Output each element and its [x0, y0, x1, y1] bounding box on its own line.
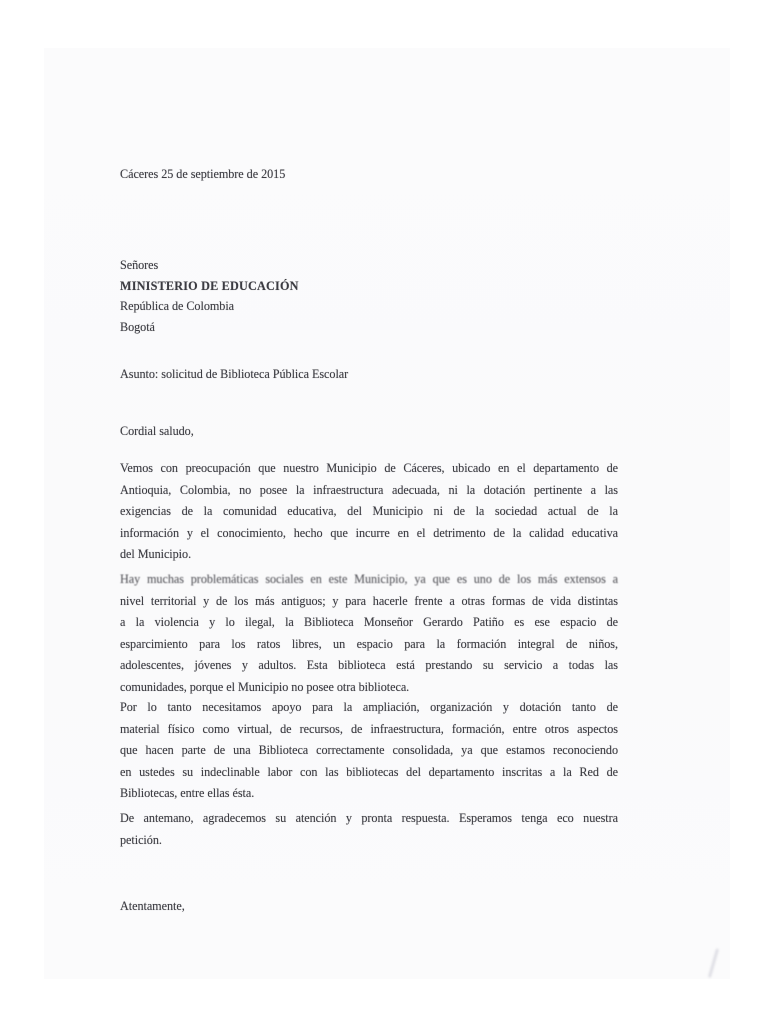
paragraph-line: Bibliotecas, entre ellas ésta. [120, 786, 255, 800]
paragraph-line: información y el conocimiento, hecho que incurre en el detrimento de la calidad educativa [120, 525, 618, 540]
closing-line: Atentamente, [120, 899, 185, 913]
paragraph-line: comunidades, porque el Municipio no posee otra biblioteca. [120, 679, 410, 694]
recipient-country: República de Colombia [120, 299, 235, 314]
body-paragraph-2 [120, 569, 618, 698]
paragraph-line: esparcimiento para los ratos libres, un espacio para la formación integral de niños, [120, 636, 618, 651]
greeting-line: Cordial saludo, [120, 424, 194, 438]
body-paragraph-1 [120, 458, 618, 566]
body-paragraph-4 [120, 808, 618, 851]
paragraph-line: exigencias de la comunidad educativa, del Municipio ni de la sociedad actual de la [120, 504, 618, 518]
paragraph-line: en ustedes su indeclinable labor con las bibliotecas del departamento inscritas a la Red de [120, 764, 618, 779]
paragraph-line: nivel territorial y de los más antiguos; y para hacerle frente a otras formas de vida distintas [120, 593, 618, 608]
paragraph-line: a la violencia y lo ilegal, la Biblioteca Monseñor Gerardo Patiño es ese espacio de [120, 615, 618, 629]
scanned-page [44, 48, 730, 979]
paragraph-line: adolescentes, jóvenes y adultos. Esta biblioteca está prestando su servicio a todas las [120, 658, 618, 672]
paragraph-line: del Municipio. [120, 547, 192, 561]
recipient-name: MINISTERIO DE EDUCACIÓN [120, 278, 299, 293]
paragraph-line: Vemos con preocupación que nuestro Municipio de Cáceres, ubicado en el departamento de [120, 461, 618, 475]
stray-scan-mark [708, 948, 719, 978]
paragraph-line: De antemano, agradecemos su atención y pronta respuesta. Esperamos tenga eco nuestra [120, 811, 618, 825]
paragraph-line: Antioquia, Colombia, no posee la infraestructura adecuada, ni la dotación pertinente a las [120, 482, 618, 497]
letter-date: Cáceres 25 de septiembre de 2015 [120, 167, 286, 181]
paragraph-line: Por lo tanto necesitamos apoyo para la ampliación, organización y dotación tanto de [120, 700, 618, 714]
paragraph-line: material físico como virtual, de recursos, de infraestructura, formación, entre otros aspectos [120, 721, 618, 736]
recipient-city: Bogotá [120, 319, 155, 334]
recipient-block [120, 255, 618, 337]
recipient-title: Señores [120, 258, 159, 272]
paragraph-line: Hay muchas problemáticas sociales en este Municipio, ya que es uno de los más extensos a [120, 572, 618, 586]
paragraph-line: que hacen parte de una Biblioteca correctamente consolidada, ya que estamos reconociendo [120, 743, 618, 757]
subject-line: Asunto: solicitud de Biblioteca Pública Escolar [120, 367, 349, 381]
paragraph-line: petición. [120, 832, 162, 847]
body-paragraph-3 [120, 697, 618, 805]
